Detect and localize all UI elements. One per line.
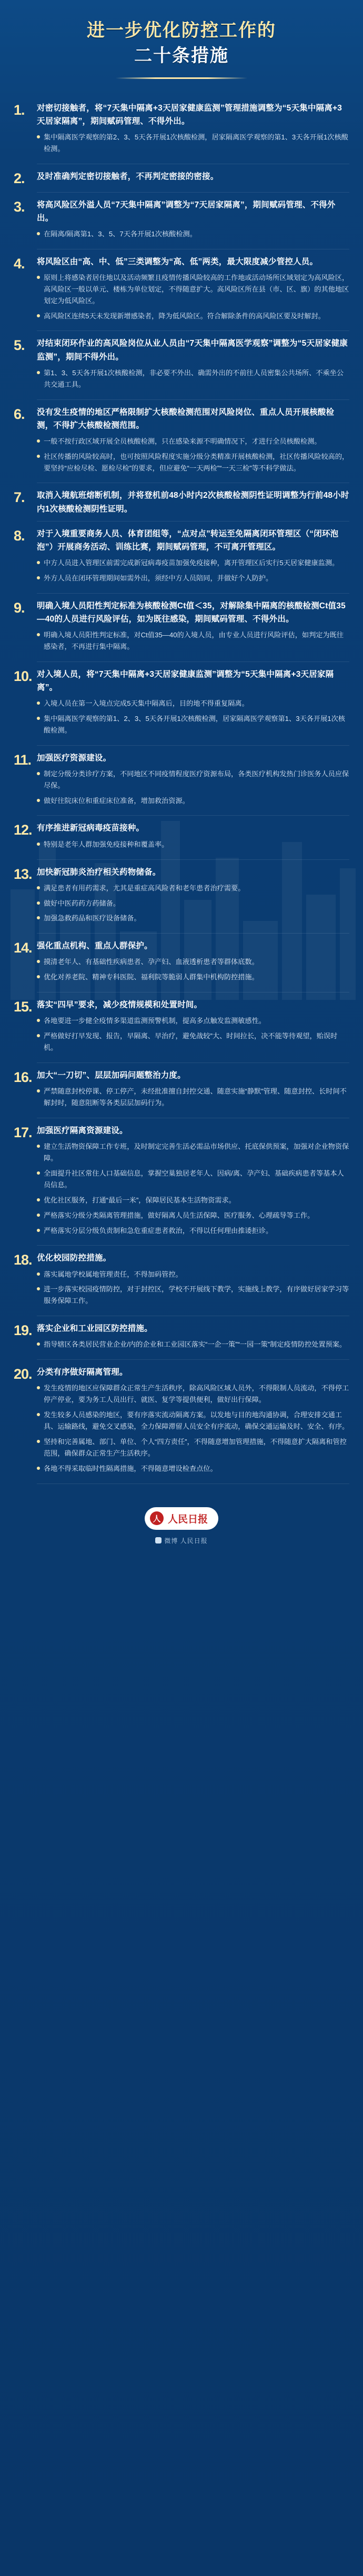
measure-body [37,939,349,987]
bullet-dot-icon [37,1168,44,1175]
bullet-dot-icon [37,310,44,317]
measure-number: 12. [14,822,32,838]
bullet-text: 集中隔离医学观察的第2、3、5天各开展1次核酸检测，居家隔离医学观察的第1、3天各开展1次核酸检测。 [44,133,348,153]
bullet-text: 进一步落实校园疫情防控，对于封控区，学校不开展线下教学，实施线上教学，有序做好居家学习等服务保障工作。 [44,1285,349,1305]
measure-heading: 对结束闭环作业的高风险岗位从业人员由“7天集中隔离医学观察”调整为“5天居家健康监测”，期间不得外出。 [37,339,348,362]
measure-bullets [37,883,349,925]
measure-heading: 没有发生疫情的地区严格限制扩大核酸检测范围对风险岗位、重点人员开展核酸检测，不得扩大核酸检测范围。 [37,407,335,430]
measure-body [37,998,349,1057]
bullet-dot-icon [37,1463,44,1470]
bullet-text: 一般不按行政区域开展全员核酸检测，只在感染来源不明确情况下，才进行全员核酸检测。 [44,437,321,445]
measure-body [37,1069,349,1112]
measure-bullets [37,1382,349,1474]
measure-bullets [37,629,349,653]
bullet-dot-icon [37,898,44,905]
measure-item [14,816,349,856]
measure-heading: 明确入境人员阳性判定标准为核酸检测Ct值＜35，对解除集中隔离的核酸检测Ct值35—40的人员进行风险评估，如为既往感染，期间赋码管理、不得外出。 [37,601,346,624]
measure-body [37,170,349,183]
measure-body [37,198,349,244]
measure-number: 15. [14,999,32,1015]
bullet-text: 严格落实分层分级负责制和急危重症患者救治，不得以任何理由推诿拒诊。 [44,1226,273,1235]
bullet-dot-icon [37,839,44,846]
bullet-text: 高风险区连续5天未发现新增感染者，降为低风险区。符合解除条件的高风险区要及时解封。 [44,312,325,320]
bullet-dot-icon [37,913,44,919]
bullet-dot-icon [37,367,44,374]
measure-bullet [37,1284,349,1307]
measure-body [37,255,349,326]
measure-body [37,821,349,854]
measure-heading: 优化校园防控措施。 [37,1254,112,1263]
measure-bullet [37,1339,349,1350]
measure-number: 20. [14,1366,32,1382]
bullet-dot-icon [37,557,44,564]
measure-bullet [37,1030,349,1054]
bullet-dot-icon [37,451,44,458]
bullet-text: 做好中医药药方药储备。 [44,899,120,907]
measure-bullet [37,1210,349,1221]
measure-number: 10. [14,668,32,684]
measure-item [14,993,349,1059]
measure-item [14,1360,349,1480]
measure-item [14,934,349,989]
bullet-text: 第1、3、5天各开展1次核酸检测，非必要不外出、确需外出的不前往人员密集公共场所、不乘坐公共交通工具。 [44,368,344,388]
measure-bullet [37,557,349,569]
measure-bullet [37,367,349,390]
measure-bullet [37,1269,349,1280]
bullet-dot-icon [37,1195,44,1201]
measure-bullet [37,436,349,447]
measure-number: 5. [14,337,25,354]
measure-item [14,1118,349,1242]
measure-number: 16. [14,1069,32,1086]
bullet-dot-icon [37,1382,44,1389]
measure-bullet [37,1225,349,1237]
bullet-dot-icon [37,1269,44,1276]
bullet-dot-icon [37,698,44,705]
measure-item [14,1063,349,1115]
bullet-text: 在隔离/隔离第1、3、5、7天各开展1次核酸检测。 [44,229,197,238]
measure-body [37,1366,349,1478]
bullet-text: 优化社区服务，打通“最后一米”，保障居民基本生活物资需求。 [44,1196,236,1204]
bullet-text: 指导辖区各类居民营业企业/内的企业和工业园区落实“一企一策”“一园一策”制定疫情防控处置预案。 [44,1340,347,1349]
bullet-dot-icon [37,956,44,963]
bullet-dot-icon [37,883,44,889]
logo-mark-icon: 人 [150,1511,164,1525]
page-title-line2: 二十条措施 [134,46,229,66]
measure-bullets [37,698,349,736]
bullet-dot-icon [37,1210,44,1217]
bullet-dot-icon [37,272,44,279]
measure-body [37,1322,349,1354]
bullet-dot-icon [37,629,44,636]
measure-item [14,483,349,517]
measure-item [14,1246,349,1312]
measure-body [37,1124,349,1240]
measure-bullet [37,883,349,894]
measure-item [14,1316,349,1356]
measure-number: 19. [14,1322,32,1339]
bullet-text: 做好往院床位和重症床位准备，增加救治资源。 [44,796,189,805]
bullet-text: 入境人员在第一入境点完成5天集中隔离后，目的地不得重复隔离。 [44,699,249,707]
measure-item [14,400,349,480]
measure-heading: 及时准确判定密切接触者，不再判定密接的密接。 [37,172,219,181]
bullet-text: 加强急救药品和医疗设备储备。 [44,914,141,923]
measure-bullet [37,1382,349,1406]
measure-bullets [37,557,349,584]
publisher-logo [145,1507,218,1530]
bullet-text: 严禁随意封校停课、停工停产，未经批准擅自封控交通、随意实施“静默”管理、随意封控、长时间不解封时，随意阻断等各类层层加码行为。 [44,1087,347,1107]
weibo-icon [155,1537,162,1543]
measure-bullet [37,795,349,807]
bullet-dot-icon [37,1015,44,1022]
bullet-dot-icon [37,1339,44,1346]
bullet-text: 发生疫情的地区应保障群众正常生产生活秩序，除高风险区域人员外，不得限制人员流动，不得停工停产停业，要为务工人员出行、就医、复学等提供便利，做好出行保障。 [44,1384,349,1404]
measure-bullets [37,1015,349,1054]
measure-item [14,662,349,742]
measure-item [14,164,349,189]
measure-body [37,102,349,158]
measure-heading: 强化重点机构、重点人群保护。 [37,941,153,951]
measures-list [0,92,363,1484]
measure-bullet [37,1436,349,1459]
bullet-text: 各地要进一步健全疫情多渠道监测预警机制，提高多点触发监测敏感性。 [44,1017,266,1025]
measure-number: 1. [14,102,25,118]
measure-bullet [37,629,349,653]
measure-number: 6. [14,406,25,422]
measure-bullet [37,698,349,709]
measure-bullets [37,132,349,155]
measure-number: 17. [14,1125,32,1140]
measure-body [37,527,349,588]
measure-heading: 对入境人员，将“7天集中隔离+3天居家健康监测”调整为“5天集中隔离+3天居家隔离”。 [37,669,334,692]
measure-bullet [37,898,349,909]
bullet-text: 各地不得采取临时性隔离措施，不得随意增设检查点位。 [44,1464,217,1472]
measure-body [37,866,349,928]
bullet-dot-icon [37,971,44,978]
measure-item [14,522,349,590]
bullet-dot-icon [37,228,44,235]
measure-bullet [37,768,349,791]
measure-heading: 加大“一刀切”、层层加码问题整治力度。 [37,1071,186,1080]
publisher-name: 人民日报 [167,1513,208,1525]
measure-number: 4. [14,255,25,272]
bullet-dot-icon [37,1086,44,1092]
measure-body [37,337,349,394]
bullet-text: 制定分级分类诊疗方案，不同地区不同疫情程度医疗资源布局，各类医疗机构发热门诊医务人员应保尽保。 [44,769,349,789]
weibo-handle: 微博 人民日报 [164,1537,208,1545]
measure-item [14,96,349,161]
measure-heading: 落实企业和工业园区防控措施。 [37,1324,153,1334]
measure-item [14,746,349,813]
measure-heading: 加快新冠肺炎治疗相关药物储备。 [37,867,161,877]
measure-bullet [37,1086,349,1109]
measure-bullets [37,228,349,240]
measure-body [37,406,349,478]
page-title-line1: 进一步优化防控工作的 [87,21,276,41]
measure-bullet [37,956,349,968]
bullet-text: 中方人员进入管理区前需完成新冠病毒疫苗加强免疫接种，离开管理区后实行5天居家健康监测。 [44,558,339,567]
bullet-text: 全面提升社区常住人口基础信息，掌握空巢独居老年人、因病/离、孕产妇、基础疾病患者等基本人员信息。 [44,1169,344,1189]
measure-bullet [37,1409,349,1432]
bullet-text: 社区传播的风险较高时，也可按照风险程度实施分级分类精准开展核酸检测，社区传播风险较高的，要坚持“应检尽检、愿检尽检”的要求，但应避免“一天两检”“一天三检”等不科学做法。 [44,452,349,472]
measure-heading: 取消入境航班熔断机制，并将登机前48小时内2次核酸检测阴性证明调整为行前48小时内1次核酸检测阴性证明。 [37,491,349,514]
measure-heading: 落实“四早”要求，减少疫情规模和处置时间。 [37,1000,203,1010]
weibo-caption [0,1536,363,1545]
measure-number: 3. [14,198,25,215]
measure-bullets [37,1339,349,1350]
measure-number: 2. [14,170,25,186]
measure-number: 13. [14,866,32,882]
measure-bullets [37,839,349,850]
measure-item [14,331,349,396]
measure-body [37,599,349,656]
bullet-dot-icon [37,573,44,579]
measure-bullets [37,367,349,390]
measure-item [14,860,349,930]
bullet-text: 优化对养老院、精神专科医院、福利院等脆弱人群集中机构防控措施。 [44,973,259,981]
bullet-text: 明确入境人员阳性判定标准，对Ct值35—40的入境人员，由专业人员进行风险评估，如判定为既往感染者，不再进行集中隔离。 [44,630,344,650]
measure-number: 7. [14,489,25,506]
measure-heading: 有序推进新冠病毒疫苗接种。 [37,824,145,833]
measure-heading: 加强医疗隔离资源建设。 [37,1126,128,1135]
measure-bullet [37,1015,349,1027]
measure-heading: 将风险区由“高、中、低”三类调整为“高、低”两类，最大限度减少管控人员。 [37,257,318,266]
poster-footer [0,1502,363,1566]
measure-bullets [37,956,349,983]
measure-bullet [37,1463,349,1475]
measure-bullets [37,1141,349,1236]
bullet-dot-icon [37,132,44,138]
bullet-dot-icon [37,436,44,443]
measure-bullet [37,1168,349,1191]
measure-heading: 对密切接触者，将“7天集中隔离+3天居家健康监测”管理措施调整为“5天集中隔离+3天居家隔离”，期间赋码管理、不得外出。 [37,103,342,126]
bullet-text: 落实属地学校属地管理责任，不得加码管控。 [44,1270,183,1278]
bullet-text: 严格做好打早发现、报告，早隔离、早治疗，避免战较”大、时间拉长，决不能等待观望，贻误时机。 [44,1032,338,1052]
measure-heading: 分类有序做好隔离管理。 [37,1368,128,1377]
bullet-text: 原则上将感染者居住地以及活动频繁且疫情传播风险较高的工作地或活动场所区域划定为高风险区，高风险区一般以单元、楼栋为单位划定，不得随意扩大。高风险区所在县（市、区、旗）的其他地区划定为低风险区。 [44,273,349,305]
measure-bullets [37,272,349,322]
measure-body [37,489,349,515]
bullet-dot-icon [37,795,44,802]
measure-heading: 将高风险区外溢人员“7天集中隔离”调整为“7天居家隔离”，期间赋码管理、不得外出。 [37,200,336,223]
bullet-dot-icon [37,1225,44,1232]
measure-heading: 对于入境重要商务人员、体育团组等，“点对点”转运至免隔离闭环管理区（“闭环泡泡”）开展商务活动、训练比赛，期间赋码管理，不可离开管理区。 [37,529,339,552]
poster-header [0,0,363,92]
bullet-text: 特别是老年人群加强免疫接种和覆盖率。 [44,840,169,848]
bullet-dot-icon [37,1030,44,1037]
bullet-text: 坚持和完善属地、部门、单位、个人“四方责任”，不得随意增加管理措施，不得随意扩大隔离和管控范围，确保群众正常生产生活秩序。 [44,1438,347,1457]
measure-bullet [37,913,349,924]
measure-bullets [37,768,349,807]
bullet-text: 建立生活物资保障工作专班，及时制定完善生活必需品市场供应、托底保供预案，加强对企业物资保障。 [44,1142,349,1162]
bullet-dot-icon [37,713,44,720]
bullet-text: 严格落实分级分类隔离管理措施，做好隔离人员生活保障、医疗服务、心理疏导等工作。 [44,1211,315,1219]
bullet-dot-icon [37,1141,44,1148]
measure-item [14,249,349,328]
measure-bullet [37,310,349,322]
title-underline [116,77,247,79]
measure-number: 9. [14,599,25,616]
measure-item [14,594,349,658]
bullet-dot-icon [37,768,44,775]
measure-bullets [37,1086,349,1109]
measure-bullet [37,713,349,736]
bullet-text: 满足患者有用药需求，尤其是重症高风险者和老年患者治疗需要。 [44,884,245,892]
measure-bullet [37,971,349,983]
measure-bullets [37,436,349,474]
bullet-dot-icon [37,1284,44,1290]
measure-item [14,193,349,246]
measure-body [37,1251,349,1310]
measure-body [37,668,349,740]
measure-number: 11. [14,751,32,768]
measure-bullet [37,272,349,307]
measure-number: 14. [14,940,32,956]
measure-bullet [37,1195,349,1206]
measure-bullet [37,132,349,155]
bullet-text: 摸清老年人、有基础性疾病患者、孕产妇、血液透析患者等群体底数。 [44,958,259,966]
bullet-text: 外方人员在闭环管理期间如需外出，须经中方人员陪同，并做好个人防护。 [44,574,273,582]
bullet-dot-icon [37,1409,44,1416]
measure-bullet [37,451,349,474]
measure-heading: 加强医疗资源建设。 [37,753,112,763]
measure-bullets [37,1269,349,1307]
measure-body [37,751,349,810]
bullet-text: 集中隔离医学观察的第1、2、3、5天各开展1次核酸检测，居家隔离医学观察第1、3天各开展1次核酸检测。 [44,714,345,734]
bullet-dot-icon [37,1436,44,1443]
bullet-text: 发生较多人员感染的地区，要有序落实流动隔离方案。以发地与目的地沟通协调，合理安排交通工具、运输路线，避免交叉感染，全力保障滞留人员安全有序流动，确保交通运输及时、安全、有序。 [44,1411,349,1431]
measure-bullet [37,839,349,850]
measure-number: 18. [14,1252,32,1268]
measure-bullet [37,1141,349,1164]
measure-bullet [37,573,349,584]
measure-bullet [37,228,349,240]
measure-number: 8. [14,527,25,544]
